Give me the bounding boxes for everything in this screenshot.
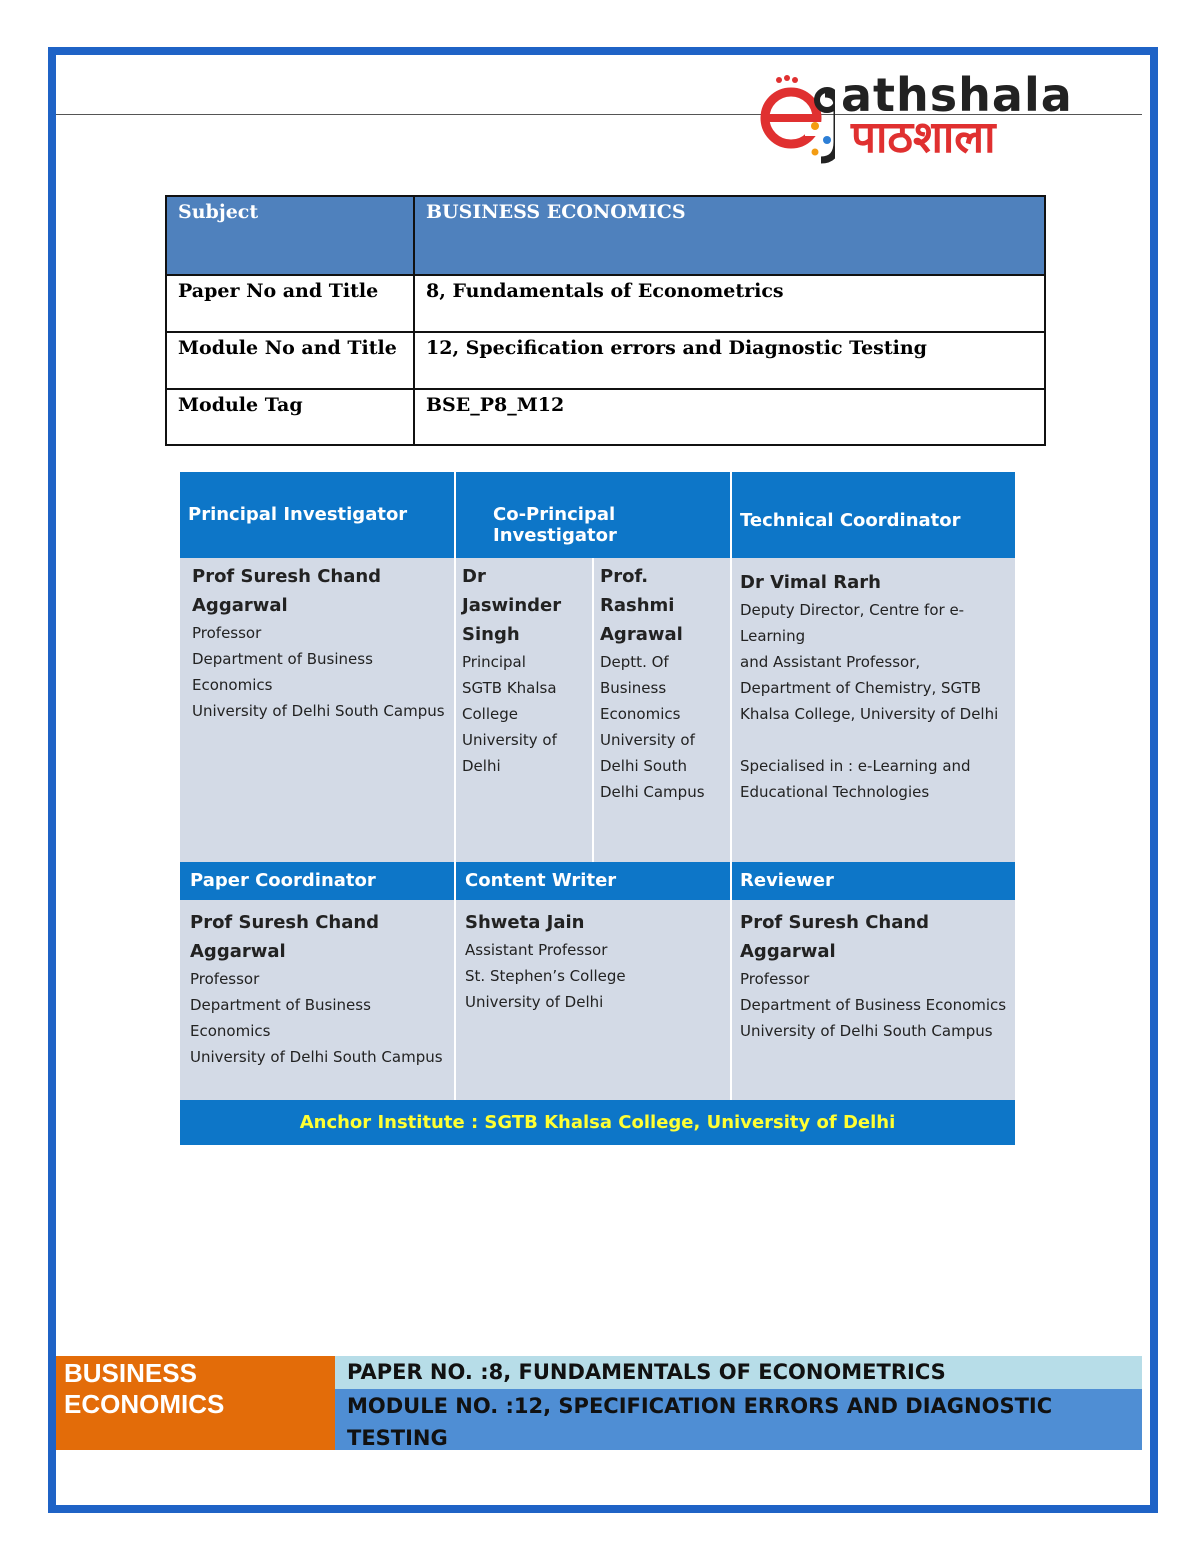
paper-value: 8, Fundamentals of Econometrics <box>414 275 1045 332</box>
header-reviewer: Reviewer <box>732 862 1015 900</box>
content-writer-line: Assistant Professor <box>465 941 608 959</box>
footer-titles <box>335 1356 1142 1450</box>
paper-coordinator-line: Professor <box>190 970 260 988</box>
header-technical-coordinator: Technical Coordinator <box>732 472 1015 558</box>
logo-text-devanagari: पाठशाला <box>851 112 996 163</box>
module-value: 12, Specification errors and Diagnostic Testing <box>414 332 1045 389</box>
paper-coordinator-details <box>190 908 452 1070</box>
content-writer-details <box>465 908 727 1015</box>
module-tag-value: BSE_P8_M12 <box>414 389 1045 445</box>
reviewer-details <box>740 908 1010 1044</box>
copi1-details <box>462 562 588 779</box>
copi1-name: Dr Jaswinder Singh <box>462 566 562 645</box>
anchor-institute: Anchor Institute : SGTB Khalsa College, University of Delhi <box>180 1100 1015 1145</box>
copi2-name: Prof. Rashmi Agrawal <box>600 566 683 645</box>
pi-line: Department of Business Economics <box>192 650 373 694</box>
content-writer-name: Shweta Jain <box>465 912 585 933</box>
paper-coordinator-line: University of Delhi South Campus <box>190 1048 443 1066</box>
tech-details <box>740 568 1010 805</box>
pi-line: University of Delhi South Campus <box>192 702 445 720</box>
content-writer-line: University of Delhi <box>465 993 604 1011</box>
copi1-line: SGTB Khalsa College <box>462 679 557 723</box>
reviewer-name: Prof Suresh Chand Aggarwal <box>740 912 930 962</box>
subject-table <box>165 195 1046 446</box>
module-tag-label: Module Tag <box>166 389 414 445</box>
footer-subject-line: BUSINESS <box>64 1358 197 1388</box>
table-row <box>166 196 1045 275</box>
logo-text-latin: athshala <box>841 68 1073 122</box>
pi-details <box>192 562 452 724</box>
copi1-line: University of Delhi <box>462 731 557 775</box>
footer-paper-title: PAPER NO. :8, FUNDAMENTALS OF ECONOMETRICS <box>335 1356 1142 1389</box>
header-co-principal-investigator: Co-Principal Investigator <box>456 472 730 558</box>
copi2-line: Deptt. Of Business Economics <box>600 653 681 723</box>
content-writer-line: St. Stephen’s College <box>465 967 626 985</box>
module-label: Module No and Title <box>166 332 414 389</box>
paper-coordinator-line: Department of Business Economics <box>190 996 371 1040</box>
header-paper-coordinator: Paper Coordinator <box>180 862 454 900</box>
e-pathshala-emblem-icon <box>755 74 835 166</box>
table-row <box>166 275 1045 332</box>
pi-line: Professor <box>192 624 262 642</box>
copi1-line: Principal <box>462 653 526 671</box>
reviewer-line: Professor <box>740 970 810 988</box>
tech-line: and Assistant Professor, Department of Chemistry, SGTB Khalsa College, University of Delhi <box>740 653 999 723</box>
header-principal-investigator: Principal Investigator <box>180 472 454 558</box>
reviewer-line: Department of Business Economics <box>740 996 1007 1014</box>
tech-name: Dr Vimal Rarh <box>740 572 881 593</box>
epathshala-logo <box>755 62 1105 170</box>
divider <box>454 472 456 1100</box>
tech-line: Deputy Director, Centre for e-Learning <box>740 601 965 645</box>
pi-name: Prof Suresh Chand Aggarwal <box>192 566 382 616</box>
copi2-details <box>600 562 728 805</box>
subject-label: Subject <box>166 196 414 275</box>
credits-panel <box>180 472 1015 1145</box>
divider <box>592 558 594 862</box>
paper-label: Paper No and Title <box>166 275 414 332</box>
divider <box>730 472 732 1100</box>
table-row <box>166 332 1045 389</box>
footer-subject <box>56 1356 335 1450</box>
table-row <box>166 389 1045 445</box>
subject-value: BUSINESS ECONOMICS <box>414 196 1045 275</box>
paper-coordinator-name: Prof Suresh Chand Aggarwal <box>190 912 380 962</box>
footer-subject-line: ECONOMICS <box>64 1389 225 1419</box>
tech-specialisation: Specialised in : e-Learning and Educational Technologies <box>740 757 971 801</box>
copi2-line: University of Delhi South Delhi Campus <box>600 731 705 801</box>
reviewer-line: University of Delhi South Campus <box>740 1022 993 1040</box>
header-content-writer: Content Writer <box>456 862 730 900</box>
footer-module-title: MODULE NO. :12, SPECIFICATION ERRORS AND DIAGNOSTIC TESTING <box>347 1394 1053 1450</box>
